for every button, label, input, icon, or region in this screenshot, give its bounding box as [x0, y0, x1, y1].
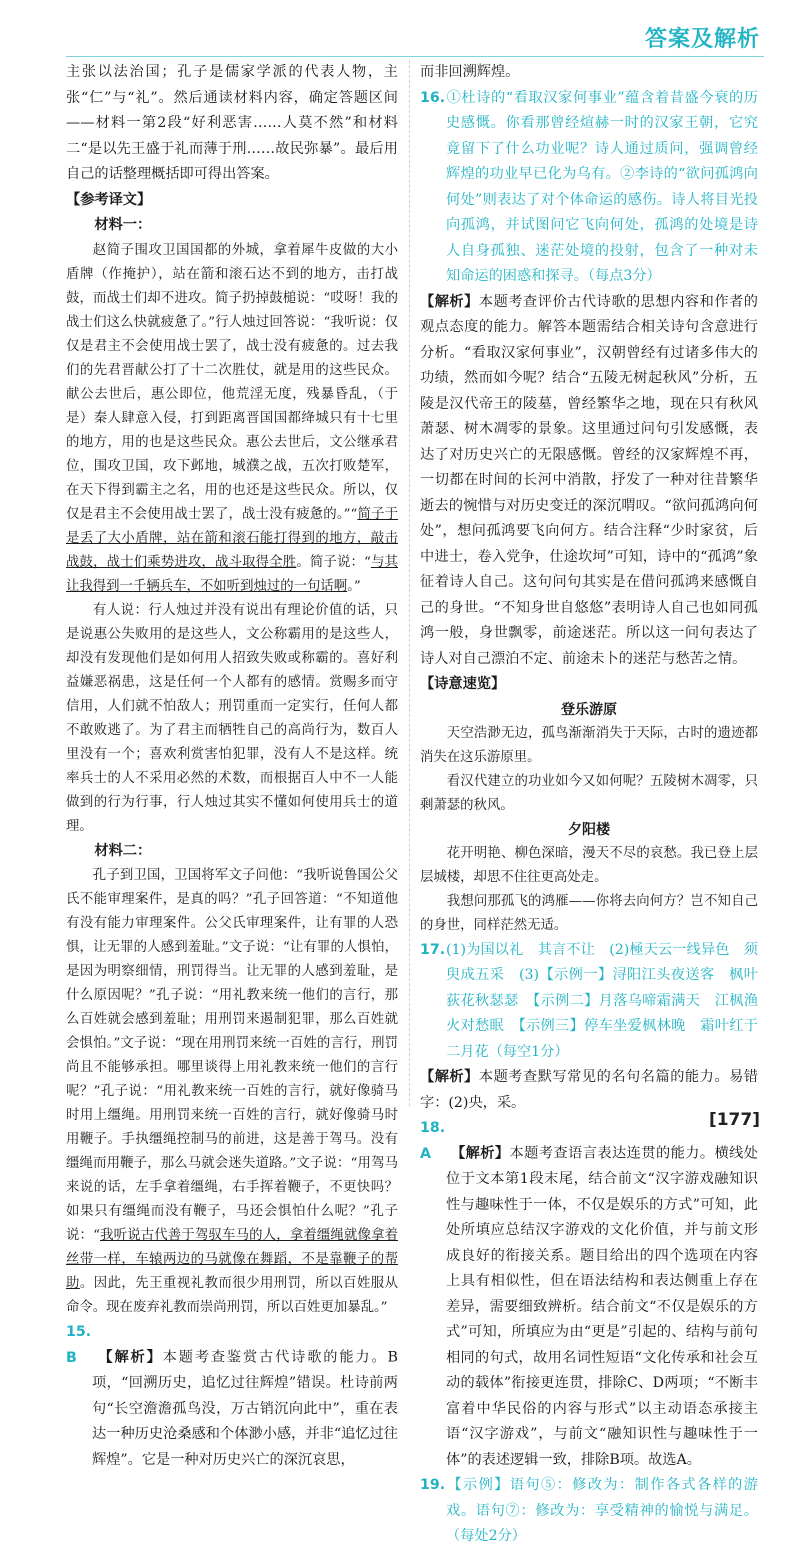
- material-two-label: 材料二：: [94, 842, 152, 859]
- analysis-label: 【解析】: [450, 1145, 510, 1162]
- material-one-label: 材料一：: [94, 217, 152, 233]
- material-one-paragraph: 赵简子围攻卫国国都的外城，拿着犀牛皮做的大小盾牌（作掩护），站在箭和滚石达不到的地方，击打战鼓，而战士们却不进攻。简子扔掉鼓槌说：“哎呀！我的战士们这么快就疲惫了。”行人烛过回答说：“我听说：仅仅是君主不会使用战士罢了，战士没有疲惫的。过去我们的先君晋献公打了十二次胜仗，就是用的这些民众。献公去世后，惠公即位，他荒淫无度，残暴昏乱，（于是）秦人肆意入侵，打到距离晋国国都绛城只有十七里的地方，用的也是这些民众。惠公去世后，文公继承君位，围攻卫国，攻下邺地，城濮之战，五次打败楚军，在天下得到霸主之名，用的也还是这些民众。所以，仅仅是君主不会使用战士罢了，战士没有疲惫的。”“简子于是丢了大小盾牌，站在箭和滚石能打得到的地方，敲击战鼓，战士们乘势进攻，战斗取得全胜。简子说：“与其让我得到一千辆兵车，不如听到烛过的一句话啊。”: [66, 242, 399, 594]
- header-divider: [66, 56, 764, 57]
- poem-overview-label: 【诗意速览】: [420, 676, 506, 692]
- analysis-label: 【解析】: [420, 1069, 479, 1085]
- question-16-number: 16.: [420, 89, 446, 106]
- question-16: [420, 86, 758, 290]
- reference-translation-label: 【参考译文】: [66, 191, 152, 208]
- page-number: [177]: [708, 1110, 760, 1130]
- analysis-label: 【解析】: [98, 1349, 163, 1366]
- example-tag-2: 示例二: [540, 992, 585, 1009]
- example-tag-1: 示例一: [554, 967, 598, 983]
- example-tag: 示例: [463, 1477, 495, 1493]
- question-17-number: 17.: [420, 941, 446, 958]
- question-17: 17.(1)为国以礼 其言不让 (2)極天云一线异色 须臾成五采 (3)【示例一】浔阳江头夜送客 枫叶荻花秋瑟瑟 【示例二】月落乌啼霜满天 江枫渔火对愁眠 【示例三】停车坐爱枫林晚 霜叶红于二月花（每空1分）: [420, 938, 758, 1066]
- question-19: 19.【示例】语句⑤：修改为：制作各式各样的游戏。语句⑦：修改为：享受精神的愉悦与满足。（每处2分）: [420, 1473, 758, 1550]
- poem-1-title: 登乐游原: [561, 701, 617, 718]
- question-15-number: 15. B: [66, 1324, 92, 1366]
- material-one-commentary: 有人说：行人烛过并没有说出有理论价值的话，只是说惠公失败用的是这些人，文公称霸用的是这些人，却没有发现他们是如何用人招致失败或称霸的。喜好利益嫌恶祸患，这是任何一个人都有的感情。赏赐多而守信用，人们就不怕敌人；刑罚重而一定实行，任何人都不敢败逃了。为了君主而牺牲自己的高尚行为，数百人里没有一个；喜欢利赏害怕犯罪，没有人不是这样。统率兵士的人不采用必然的术数，而根据百人中不一人能做到的行为行事，行人烛过其实不懂如何使用兵士的道理。: [66, 602, 398, 834]
- question-17-analysis: 【解析】本题考查默写常见的名句名篇的能力。易错字：(2)央，采。: [420, 1069, 758, 1111]
- underlined-sentence-3: 我听说古代善于驾驭车马的人，拿着缰绳就像拿着丝带一样，车辕两边的马就像在舞蹈，不是靠鞭子的帮助: [66, 1228, 398, 1291]
- question-16-analysis: 【解析】本题考查评价古代诗歌的思想内容和作者的观点态度的能力。解答本题需结合相关诗句含意进行分析。“看取汉家何事业”，汉朝曾经有过诸多伟大的功绩，然而如今呢？结合“五陵无树起秋风”分析，五陵是汉代帝王的陵墓，曾经繁华之地，现在只有秋风萧瑟、树木凋零的景象。这里通过问句引发感慨，表达了对历史兴亡的无限感慨。曾经的汉家辉煌不再，一切都在时间的长河中消散，抒发了一种对往昔繁华逝去的惋惜与对历史变迁的深沉喟叹。“欲问孤鸿向何处”，想问孤鸿要飞向何方。结合注释“少时家贫，后中进士，卷入党争，仕途坎坷”可知，诗中的“孤鸿”象征着诗人自己。这句问句其实是在借问孤鸿来感慨自己的身世。“不知身世自悠悠”表明诗人自己也如同孤鸿一般，身世飘零，前途迷茫。所以这一问句表达了诗人对自己漂泊不定、前途未卜的迷茫与愁苦之情。: [420, 293, 758, 667]
- intro-paragraph: 主张以法治国；孔子是儒家学派的代表人物，主张“仁”与“礼”。然后通读材料内容，确定答题区间——材料一第2段“好利恶害……人莫不然”和材料二“是以先王盛于礼而薄于刑……故民弥暴”。最后用自己的话整理概括即可得出答案。: [66, 64, 398, 182]
- section-title: 答案及解析: [644, 27, 760, 52]
- question-15-continued: 而非回溯辉煌。: [420, 64, 520, 80]
- question-19-number: 19.: [420, 1477, 446, 1493]
- analysis-label: 【解析】: [420, 293, 479, 310]
- poem-1-line-1: 天空浩渺无边，孤鸟渐渐消失于天际，古时的遗迹都消失在这乐游原里。: [420, 725, 758, 765]
- poem-1-line-2: 看汉代建立的功业如今又如何呢？五陵树木凋零，只剩萧瑟的秋风。: [420, 773, 758, 813]
- poem-2-line-2: 我想问那孤飞的鸿雁——你将去向何方？岂不知自己的身世，同样茫然无适。: [420, 893, 758, 933]
- example-tag-3: 示例三: [526, 1018, 570, 1034]
- question-15: 15. B 【解析】本题考查鉴赏古代诗歌的能力。B项，“回溯历史，追忆过往辉煌”错误。杜诗前两句“长空澹澹孤鸟没，万古销沉向此中”，重在表达一种历史沧桑感和个体渺小感，并非“追忆过往辉煌”。它是一种对历史兴亡的深沉哀思，: [66, 1320, 398, 1473]
- material-two-paragraph: 孔子到卫国，卫国将军文子问他：“我听说鲁国公父氏不能审理案件，是真的吗？”孔子回答道：“不知道他有没有能力审理案件。公父氏审理案件，让有罪的人恐惧，让无罪的人感到羞耻。”文子说：“让有罪的人惧怕，是因为明察细情，刑罚得当。让无罪的人感到羞耻，是什么原因呢？”孔子说：“用礼教来统一他们的言行，那么百姓就会感到羞耻；用刑罚来遏制犯罪，那么百姓就会惧怕。”文子说：“现在用刑罚来统一百姓的言行，刑罚尚且不能够承担。哪里谈得上用礼教来统一他们的言行呢？”孔子说：“用礼教来统一百姓的言行，就好像骑马时用上缰绳。用刑罚来统一百姓的言行，就好像骑马时用鞭子。手执缰绳控制马的前进，这是善于驾马。没有缰绳而用鞭子，那么马就会迷失道路。”文子说：“用驾马来说的话，左手拿着缰绳，右手挥着鞭子，不更快吗？如果只有缰绳而没有鞭子，马还会惧怕什么呢？”孔子说：“我听说古代善于驾驭车马的人，拿着缰绳就像拿着丝带一样，车辕两边的马就像在舞蹈，不是靠鞭子的帮助。因此，先王重视礼教而很少用刑罚，所以百姓服从命令。现在废弃礼教而崇尚刑罚，所以百姓更加暴乱。”: [66, 868, 399, 1315]
- poem-2-line-1: 花开明艳、柳色深暗，漫天不尽的哀愁。我已登上层层城楼，却思不住往更高处走。: [420, 845, 758, 885]
- underlined-sentence-2: 与其让我得到一千辆兵车，不如听到烛过的一句话啊: [66, 554, 399, 594]
- underlined-sentence: 简子于是丢了大小盾牌，站在箭和滚石能打得到的地方，敲击战鼓，战士们乘势进攻，战斗取得全胜: [66, 506, 398, 570]
- question-16-answer: ①杜诗的“看取汉家何事业”蕴含着昔盛今衰的历史感慨。你看那曾经煊赫一时的汉家王朝，它究竟留下了什么功业呢？诗人通过质问，强调曾经辉煌的功业早已化为乌有。②李诗的“欲问孤鸿向何处”则表达了对个体命运的感伤。诗人将目光投向孤鸿，并试图问它飞向何处，孤鸿的处境是诗人自身孤独、迷茫处境的投射，包含了一种对未知命运的困惑和探寻。（每点3分）: [446, 89, 758, 284]
- question-18-number: 18. A: [420, 1120, 446, 1162]
- left-column: [66, 60, 399, 1468]
- column-divider: [409, 60, 410, 1106]
- question-18: 18. A 【解析】本题考查语言表达连贯的能力。横线处位于文本第1段末尾，结合前文“汉字游戏融知识性与趣味性于一体，不仅是娱乐的方式”可知，此处所填应总结汉字游戏的文化价值，并与前文形成良好的衔接关系。题目给出的四个选项在内容上具有相似性，但在语法结构和表达侧重上存在差异，需要细致辨析。结合前文“不仅是娱乐的方式”可知，所填应为由“更是”引起的、结构与前句相同的句式，故用名词性短语“文化传承和社会互动的载体”衔接更连贯，排除C、D两项；“不断丰富着中华民俗的内容与形式”以主动语态承接主语“汉字游戏”，与前文“融知识性与趣味性于一体”的表述逻辑一致，排除B项。故选A。: [420, 1116, 758, 1473]
- poem-2-title: 夕阳楼: [568, 821, 610, 838]
